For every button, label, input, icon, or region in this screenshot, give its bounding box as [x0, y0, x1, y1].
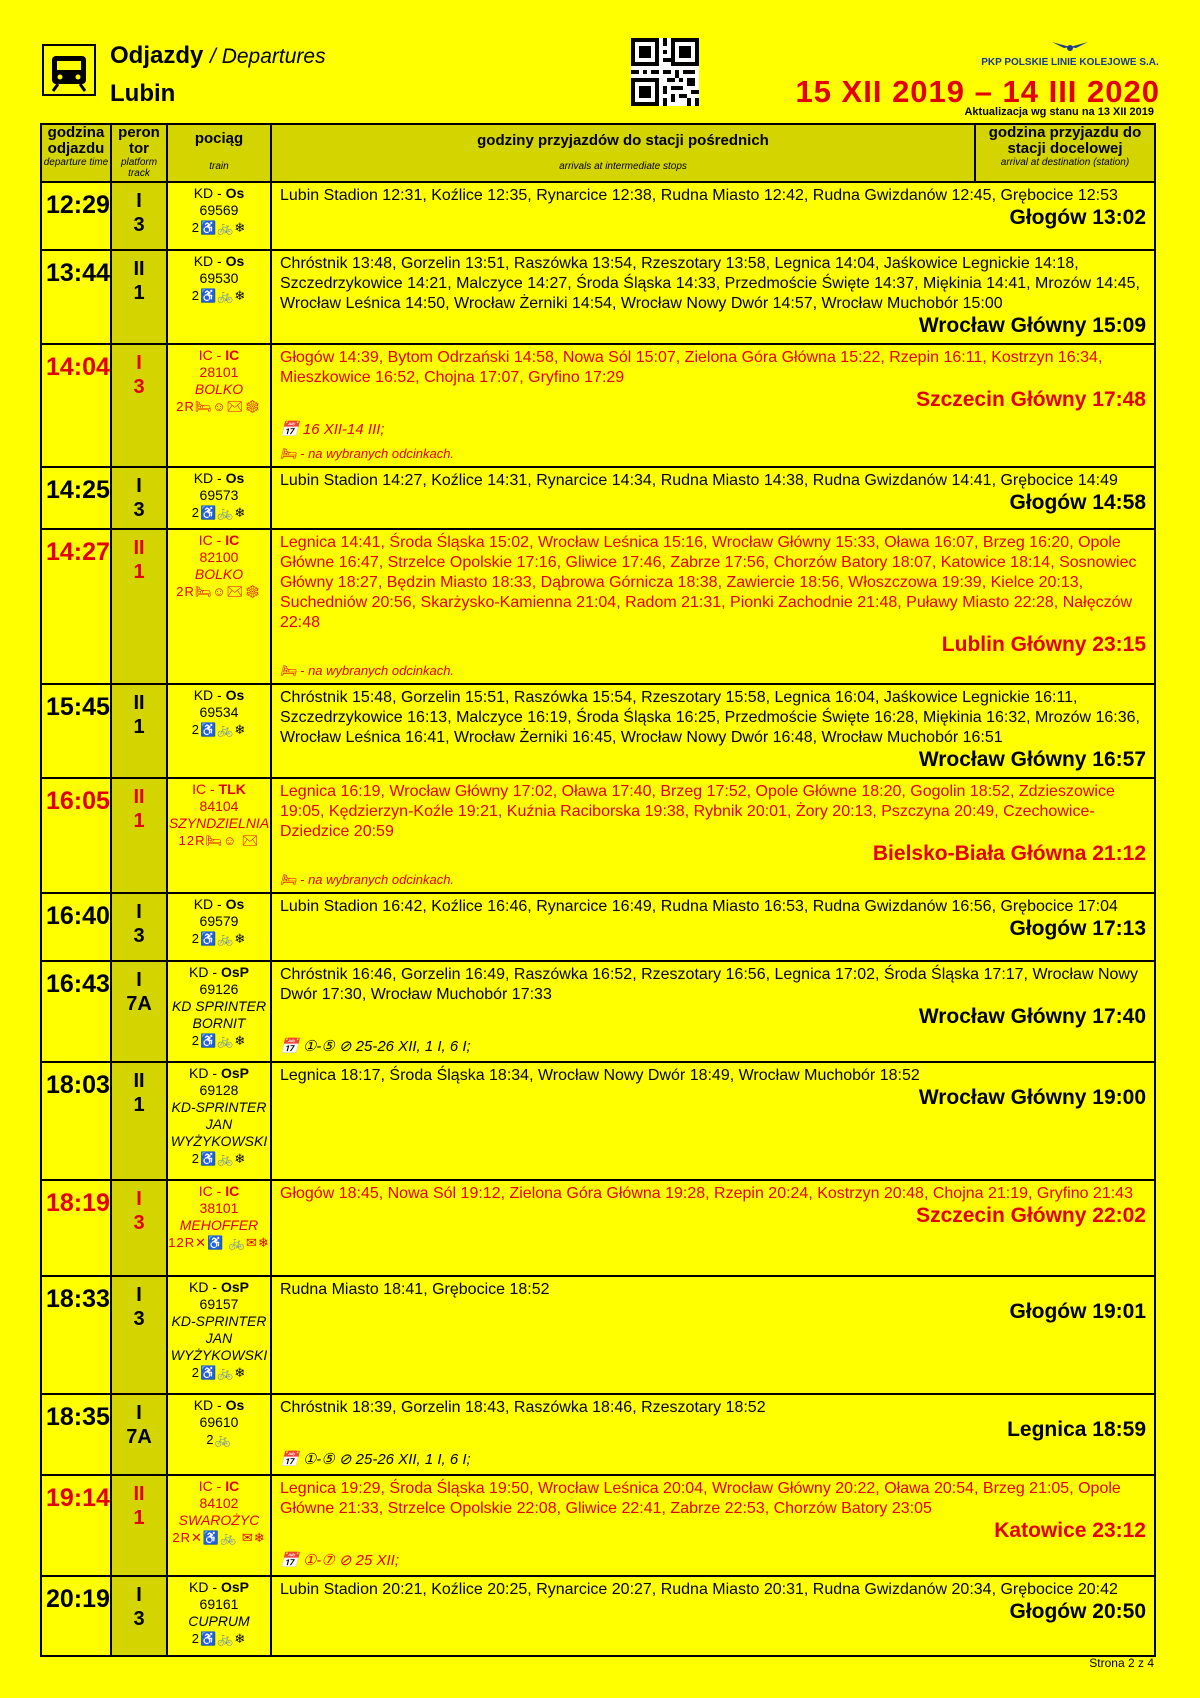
calendar-note: 📅 ①-⑦ ⊘ 25 XII; — [280, 1552, 400, 1569]
calendar-note: 📅 ①-⑤ ⊘ 25-26 XII, 1 I, 6 I; — [280, 1451, 471, 1468]
departure-time: 18:03 — [41, 1062, 111, 1180]
train-amenities-icons: 2♿🚲❄ — [191, 931, 247, 946]
destination: Głogów 20:50 — [1009, 1600, 1146, 1623]
platform: I — [136, 1188, 142, 1210]
intermediate-stops: Lubin Stadion 12:31, Koźlice 12:35, Rynarcice 12:38, Rudna Miasto 12:42, Rudna Gwizdanów 12:45, Grębocice 12:53 — [280, 187, 1118, 204]
sleeper-note: 🛏 - na wybranych odcinkach. — [280, 872, 455, 887]
train-operator: KD - Os — [193, 1397, 245, 1413]
train-amenities-icons: 2R🛏☺✉❄ — [176, 399, 262, 414]
intermediate-stops: Legnica 19:29, Środa Śląska 19:50, Wrocław Leśnica 20:04, Wrocław Główny 20:22, Oława 20:54, Brzeg 21:05, Opole Główne 21:33, Strzelce Opolskie 22:08, Gliwice 22:41, Zabrze 22:53, Chorzów Batory 23:05 — [280, 1480, 1121, 1517]
title-en: / Departures — [210, 45, 326, 68]
train-amenities-icons: 2♿🚲❄ — [191, 1033, 247, 1048]
col-time: godzina odjazdu departure time — [41, 124, 111, 182]
destination: Wrocław Główny 15:09 — [918, 314, 1146, 337]
departures-table — [40, 123, 1156, 1657]
train-number: 69573 — [199, 487, 239, 503]
departure-time: 14:25 — [41, 467, 111, 529]
intermediate-stops: Głogów 18:45, Nowa Sól 19:12, Zielona Góra Główna 19:28, Rzepin 20:24, Kostrzyn 20:48, Chojna 21:19, Gryfino 21:43 — [280, 1185, 1133, 1202]
train-info — [167, 1475, 271, 1576]
train-info — [167, 529, 271, 684]
destination: Lublin Główny 23:15 — [941, 633, 1146, 656]
train-number: 69126 — [199, 981, 239, 997]
destination: Głogów 17:13 — [1009, 917, 1146, 940]
track: 1 — [133, 561, 145, 583]
platform: II — [133, 786, 145, 808]
table-row — [41, 961, 1155, 1062]
train-info — [167, 961, 271, 1062]
platform-track — [111, 1180, 167, 1276]
destination: Szczecin Główny 17:48 — [916, 388, 1146, 411]
destination: Szczecin Główny 22:02 — [916, 1204, 1146, 1227]
train-number: 82100 — [199, 549, 239, 565]
train-operator: KD - Os — [193, 185, 245, 201]
train-amenities-icons: 2🚲 — [206, 1432, 232, 1447]
train-operator: KD - Os — [193, 253, 245, 269]
train-info — [167, 684, 271, 778]
route-cell — [271, 961, 1155, 1062]
update-note: Aktualizacja wg stanu na 13 XII 2019 — [964, 106, 1154, 118]
platform: I — [136, 901, 142, 923]
train-info — [167, 1062, 271, 1180]
intermediate-stops: Lubin Stadion 20:21, Koźlice 20:25, Rynarcice 20:27, Rudna Miasto 20:31, Rudna Gwizdanów 20:34, Grębocice 20:42 — [280, 1581, 1118, 1598]
route-cell — [271, 529, 1155, 684]
train-amenities-icons: 2♿🚲❄ — [191, 1631, 247, 1646]
platform-track — [111, 961, 167, 1062]
train-number: 69157 — [199, 1296, 239, 1312]
train-number: 69579 — [199, 913, 239, 929]
platform-track — [111, 1475, 167, 1576]
train-number: 69610 — [199, 1414, 239, 1430]
train-number: 84104 — [199, 798, 239, 814]
intermediate-stops: Legnica 18:17, Środa Śląska 18:34, Wrocław Nowy Dwór 18:49, Wrocław Muchobór 18:52 — [280, 1067, 920, 1084]
platform-track — [111, 1576, 167, 1656]
platform-track — [111, 893, 167, 961]
platform-track — [111, 684, 167, 778]
track: 7A — [126, 1426, 152, 1448]
platform: I — [136, 475, 142, 497]
departure-time: 19:14 — [41, 1475, 111, 1576]
route-cell — [271, 1062, 1155, 1180]
train-number: 69161 — [199, 1596, 239, 1612]
platform-track — [111, 344, 167, 467]
route-cell — [271, 893, 1155, 961]
train-info — [167, 182, 271, 250]
train-info — [167, 893, 271, 961]
platform: I — [136, 1284, 142, 1306]
route-cell — [271, 1576, 1155, 1656]
train-amenities-icons: 2♿🚲❄ — [191, 505, 247, 520]
platform: II — [133, 692, 145, 714]
train-amenities-icons: 2R🛏☺✉❄ — [176, 584, 262, 599]
train-info — [167, 1394, 271, 1475]
table-row — [41, 1576, 1155, 1656]
train-operator: IC - IC — [198, 1183, 240, 1199]
calendar-icon: 📅 — [280, 421, 303, 438]
table-row — [41, 778, 1155, 893]
destination: Wrocław Główny 17:40 — [918, 1005, 1146, 1028]
train-info — [167, 1276, 271, 1394]
route-cell — [271, 250, 1155, 344]
pkp-wings-icon — [1050, 40, 1090, 54]
train-operator: IC - IC — [198, 1478, 240, 1494]
page-number: Strona 2 z 4 — [1089, 1656, 1154, 1670]
destination: Bielsko-Biała Główna 21:12 — [872, 842, 1146, 865]
train-number: 28101 — [199, 364, 239, 380]
route-cell — [271, 1180, 1155, 1276]
calendar-note: 📅 ①-⑤ ⊘ 25-26 XII, 1 I, 6 I; — [280, 1038, 471, 1055]
train-number: 38101 — [199, 1200, 239, 1216]
destination: Legnica 18:59 — [1007, 1418, 1146, 1441]
train-name: SZYNDZIELNIA — [168, 815, 270, 831]
departures-body — [41, 182, 1155, 1656]
platform: I — [136, 352, 142, 374]
train-number: 84102 — [199, 1495, 239, 1511]
platform: I — [136, 1584, 142, 1606]
intermediate-stops: Chróstnik 18:39, Gorzelin 18:43, Raszówka 18:46, Rzeszotary 18:52 — [280, 1399, 766, 1416]
intermediate-stops: Chróstnik 13:48, Gorzelin 13:51, Raszówka 13:54, Rzeszotary 13:58, Legnica 14:04, Jaśkowice Legnickie 14:18, Szczedrzykowice 14:21, Malczyce 14:27, Środa Śląska 14:33, Przedmoście Święte 14:37, Miękinia 14:41, Mrozów 14:45, Wrocław Leśnica 14:50, Wrocław Żerniki 14:54, Wrocław Nowy Dwór 14:57, Wrocław Muchobór 15:00 — [280, 255, 1140, 312]
table-row — [41, 893, 1155, 961]
sleeper-icon: 🛏 — [280, 446, 301, 461]
page-title — [110, 42, 326, 70]
train-operator: IC - IC — [198, 347, 240, 363]
track: 1 — [133, 716, 145, 738]
col-destination: godzina przyjazdu do stacji docelowej arrival at destination (station) — [975, 124, 1155, 182]
table-row — [41, 1180, 1155, 1276]
table-header — [41, 124, 1155, 182]
train-amenities-icons: 12R🛏☺ ✉ — [178, 833, 260, 848]
platform: II — [133, 1070, 145, 1092]
table-row — [41, 182, 1155, 250]
departure-time: 18:35 — [41, 1394, 111, 1475]
col-train: pociąg train — [167, 124, 271, 182]
track: 7A — [126, 993, 152, 1015]
table-row — [41, 1276, 1155, 1394]
train-number: 69534 — [199, 704, 239, 720]
track: 1 — [133, 810, 145, 832]
train-amenities-icons: 12R✕♿ 🚲✉❄ — [168, 1235, 270, 1250]
departure-time: 16:05 — [41, 778, 111, 893]
train-info — [167, 467, 271, 529]
track: 1 — [133, 282, 145, 304]
track: 3 — [133, 925, 145, 947]
train-name: KD-SPRINTER JAN WYŻYKOWSKI — [170, 1313, 268, 1363]
train-name: CUPRUM — [188, 1613, 250, 1629]
track: 1 — [133, 1507, 145, 1529]
train-amenities-icons: 2♿🚲❄ — [191, 220, 247, 235]
route-cell — [271, 467, 1155, 529]
train-info — [167, 1576, 271, 1656]
platform: II — [133, 537, 145, 559]
intermediate-stops: Lubin Stadion 16:42, Koźlice 16:46, Rynarcice 16:49, Rudna Miasto 16:53, Rudna Gwizdanów 16:56, Grębocice 17:04 — [280, 898, 1118, 915]
route-cell — [271, 1475, 1155, 1576]
calendar-icon: 📅 — [280, 1038, 303, 1055]
intermediate-stops: Lubin Stadion 14:27, Koźlice 14:31, Rynarcice 14:34, Rudna Miasto 14:38, Rudna Gwizdanów 14:41, Grębocice 14:49 — [280, 472, 1118, 489]
table-row — [41, 250, 1155, 344]
table-row — [41, 684, 1155, 778]
train-number: 69128 — [199, 1082, 239, 1098]
route-cell — [271, 1394, 1155, 1475]
platform: I — [136, 190, 142, 212]
platform-track — [111, 182, 167, 250]
train-number: 69569 — [199, 202, 239, 218]
track: 3 — [133, 1608, 145, 1630]
train-name: KD-SPRINTER JAN WYŻYKOWSKI — [170, 1099, 268, 1149]
train-amenities-icons: 2♿🚲❄ — [191, 1151, 247, 1166]
destination: Głogów 19:01 — [1009, 1300, 1146, 1323]
table-row — [41, 467, 1155, 529]
sleeper-note: 🛏 - na wybranych odcinkach. — [280, 446, 455, 461]
sleeper-note: 🛏 - na wybranych odcinkach. — [280, 663, 455, 678]
train-operator: IC - TLK — [192, 781, 246, 797]
platform-track — [111, 778, 167, 893]
destination: Wrocław Główny 16:57 — [918, 748, 1146, 771]
sleeper-icon: 🛏 — [280, 872, 301, 887]
train-amenities-icons: 2♿🚲❄ — [191, 722, 247, 737]
intermediate-stops: Legnica 14:41, Środa Śląska 15:02, Wrocław Leśnica 15:16, Wrocław Główny 15:33, Oława 16:07, Brzeg 16:20, Opole Główne 16:47, Strzelce Opolskie 17:16, Gliwice 17:46, Zabrze 17:56, Chorzów Batory 18:07, Katowice 18:14, Sosnowiec Główny 18:27, Będzin Miasto 18:33, Dąbrowa Górnicza 18:38, Zawiercie 18:56, Włoszczowa 19:39, Kielce 20:13, Suchedniów 20:56, Skarżysko-Kamienna 21:04, Radom 21:31, Pionki Zachodnie 21:48, Puławy Miasto 22:28, Nałęczów 22:48 — [280, 534, 1137, 631]
train-operator: KD - OsP — [189, 964, 249, 980]
train-info — [167, 344, 271, 467]
train-name: BOLKO — [194, 566, 244, 582]
train-name: MEHOFFER — [179, 1217, 259, 1233]
train-operator: KD - OsP — [189, 1279, 249, 1295]
pkp-logo-text: PKP POLSKIE LINIE KOLEJOWE S.A. — [981, 57, 1159, 68]
route-cell — [271, 684, 1155, 778]
departure-time: 14:04 — [41, 344, 111, 467]
pkp-logo — [980, 40, 1160, 68]
track: 3 — [133, 499, 145, 521]
platform-track — [111, 529, 167, 684]
destination: Katowice 23:12 — [994, 1519, 1146, 1542]
train-operator: IC - IC — [198, 532, 240, 548]
title-pl: Odjazdy — [110, 42, 204, 69]
train-operator: KD - Os — [193, 896, 245, 912]
table-row — [41, 1475, 1155, 1576]
intermediate-stops: Chróstnik 15:48, Gorzelin 15:51, Raszówka 15:54, Rzeszotary 15:58, Legnica 16:04, Jaśkowice Legnickie 16:11, Szczedrzykowice 16:13, Malczyce 16:19, Środa Śląska 16:25, Przedmoście Święte 16:28, Miękinia 16:32, Mrozów 16:36, Wrocław Leśnica 16:41, Wrocław Żerniki 16:45, Wrocław Nowy Dwór 16:48, Wrocław Muchobór 16:51 — [280, 689, 1140, 746]
train-icon — [42, 44, 96, 96]
route-cell — [271, 778, 1155, 893]
train-number: 69530 — [199, 270, 239, 286]
platform-track — [111, 467, 167, 529]
train-operator: KD - OsP — [189, 1579, 249, 1595]
table-row — [41, 344, 1155, 467]
route-cell — [271, 182, 1155, 250]
intermediate-stops: Legnica 16:19, Wrocław Główny 17:02, Oława 17:40, Brzeg 17:52, Opole Główne 18:20, Gogolin 18:52, Zdzieszowice 19:05, Kędzierzyn-Koźle 19:21, Kuźnia Raciborska 19:38, Rybnik 20:01, Żory 20:13, Pszczyna 20:49, Czechowice-Dziedzice 20:59 — [280, 783, 1115, 840]
train-amenities-icons: 2♿🚲❄ — [191, 288, 247, 303]
train-operator: KD - OsP — [189, 1065, 249, 1081]
platform-track — [111, 250, 167, 344]
calendar-note: 📅 16 XII-14 III; — [280, 421, 385, 438]
platform: I — [136, 969, 142, 991]
train-operator: KD - Os — [193, 470, 245, 486]
train-name: KD SPRINTER BORNIT — [171, 998, 267, 1031]
track: 3 — [133, 214, 145, 236]
departure-time: 12:29 — [41, 182, 111, 250]
track: 3 — [133, 1308, 145, 1330]
validity-period: 15 XII 2019 – 14 III 2020 — [795, 74, 1160, 109]
table-row — [41, 529, 1155, 684]
train-info — [167, 1180, 271, 1276]
departure-time: 18:19 — [41, 1180, 111, 1276]
calendar-icon: 📅 — [280, 1552, 303, 1569]
track: 1 — [133, 1094, 145, 1116]
destination: Głogów 14:58 — [1009, 491, 1146, 514]
platform-track — [111, 1062, 167, 1180]
sleeper-icon: 🛏 — [280, 663, 301, 678]
platform-track — [111, 1394, 167, 1475]
route-cell — [271, 344, 1155, 467]
route-cell — [271, 1276, 1155, 1394]
track: 3 — [133, 1212, 145, 1234]
platform-track — [111, 1276, 167, 1394]
platform: I — [136, 1402, 142, 1424]
departure-time: 13:44 — [41, 250, 111, 344]
departure-time: 16:43 — [41, 961, 111, 1062]
train-info — [167, 778, 271, 893]
platform: II — [133, 1483, 145, 1505]
intermediate-stops: Głogów 14:39, Bytom Odrzański 14:58, Nowa Sól 15:07, Zielona Góra Główna 15:22, Rzepin 16:11, Kostrzyn 16:34, Mieszkowice 16:52, Chojna 17:07, Gryfino 17:29 — [280, 349, 1103, 386]
departure-time: 18:33 — [41, 1276, 111, 1394]
station-name: Lubin — [110, 80, 176, 107]
intermediate-stops: Rudna Miasto 18:41, Grębocice 18:52 — [280, 1281, 550, 1298]
track: 3 — [133, 376, 145, 398]
train-name: BOLKO — [194, 381, 244, 397]
train-amenities-icons: 2♿🚲❄ — [191, 1365, 247, 1380]
destination: Wrocław Główny 19:00 — [918, 1086, 1146, 1109]
qr-code — [631, 38, 699, 106]
col-stops: godziny przyjazdów do stacji pośrednich arrivals at intermediate stops — [271, 124, 975, 182]
destination: Głogów 13:02 — [1009, 206, 1146, 229]
departure-time: 16:40 — [41, 893, 111, 961]
train-operator: KD - Os — [193, 687, 245, 703]
intermediate-stops: Chróstnik 16:46, Gorzelin 16:49, Raszówka 16:52, Rzeszotary 16:56, Legnica 17:02, Środa Śląska 17:17, Wrocław Nowy Dwór 17:30, Wrocław Muchobór 17:33 — [280, 966, 1138, 1003]
col-platform: peron tor platform track — [111, 124, 167, 182]
departure-time: 20:19 — [41, 1576, 111, 1656]
train-info — [167, 250, 271, 344]
table-row — [41, 1062, 1155, 1180]
calendar-icon: 📅 — [280, 1451, 303, 1468]
platform: II — [133, 258, 145, 280]
departure-time: 15:45 — [41, 684, 111, 778]
train-amenities-icons: 2R✕♿🚲 ✉❄ — [172, 1530, 266, 1545]
departure-time: 14:27 — [41, 529, 111, 684]
train-name: SWAROŻYC — [178, 1512, 260, 1528]
table-row — [41, 1394, 1155, 1475]
